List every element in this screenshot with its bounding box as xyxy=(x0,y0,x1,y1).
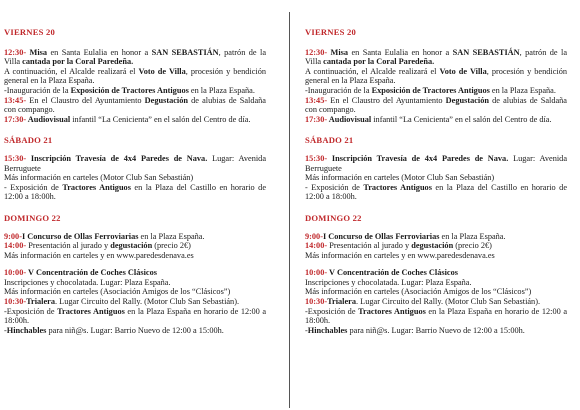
event-spacer xyxy=(305,260,567,268)
event-text: de alubias de Saldaña con compango. xyxy=(305,95,567,115)
event-text: En el Claustro del Ayuntamiento xyxy=(327,95,446,105)
event-text: . Lugar Circuito del Rally. (Motor Club San Sebastián). xyxy=(55,297,240,307)
event-text: Más información en carteles (Motor Club San Sebastián) xyxy=(305,173,495,183)
event-line xyxy=(4,326,266,336)
event-highlight: Audiovisual xyxy=(327,114,372,124)
event-text: en la Plaza España en horario de 12:00 a 18:00h. xyxy=(305,306,568,326)
event-line xyxy=(4,251,266,261)
event-line xyxy=(4,96,266,115)
event-text: para niñ@s. Lugar: Barrio Nuevo de 12:00 a 15:00h. xyxy=(347,325,525,335)
event-time: 12:30- xyxy=(305,47,328,57)
event-line xyxy=(4,173,266,183)
event-line xyxy=(305,48,567,67)
event-time: 13:45- xyxy=(305,95,328,105)
event-text: , procesión y bendición general en la Plaza España. xyxy=(4,66,266,86)
event-highlight: SAN SEBASTIÁN xyxy=(151,47,219,57)
event-spacer xyxy=(4,260,266,268)
event-line xyxy=(4,48,266,67)
event-line xyxy=(4,115,266,125)
event-highlight: I Concurso de Ollas Ferroviarias xyxy=(21,231,139,241)
event-text: -Exposición de xyxy=(4,306,58,316)
event-line xyxy=(4,297,266,307)
event-highlight: Exposición de Tractores Antiguos xyxy=(70,85,189,95)
event-highlight: Hinchables xyxy=(6,325,47,335)
event-time: 9:00- xyxy=(305,231,323,241)
event-line xyxy=(4,268,266,278)
event-line xyxy=(4,232,266,242)
event-time: 10:00- xyxy=(305,268,328,278)
day-heading: SÁBADO 21 xyxy=(4,135,53,146)
event-text: (precio 2€) xyxy=(453,241,492,251)
event-time: 12:30- xyxy=(4,47,27,57)
event-text: A continuación, el Alcalde realizará el xyxy=(4,66,139,76)
event-text: en la Plaza España. xyxy=(439,231,506,241)
event-highlight: degustación xyxy=(411,241,454,251)
event-text: - xyxy=(305,325,308,335)
event-text: En el Claustro del Ayuntamiento xyxy=(26,95,145,105)
event-text: para niñ@s. Lugar: Barrio Nuevo de 12:00 a 15:00h. xyxy=(46,325,224,335)
event-highlight: Tractores Antiguos xyxy=(57,306,125,316)
event-highlight: Voto de Villa xyxy=(439,66,487,76)
event-line xyxy=(305,326,567,336)
event-text: , patrón de la Villa xyxy=(305,47,568,67)
event-text: en la Plaza del Castillo en horario de 12:00 a 18:00h. xyxy=(305,182,568,202)
event-time: 10:30- xyxy=(4,297,27,307)
event-line xyxy=(305,154,567,173)
event-text: Presentación al jurado y xyxy=(327,241,412,251)
event-text: Más información en carteles (Asociación Amigos de los “Clásicos”) xyxy=(4,287,231,297)
event-highlight: Misa xyxy=(327,47,349,57)
event-text: . Lugar Circuito del Rally. (Motor Club San Sebastián). xyxy=(356,297,541,307)
event-highlight: I Concurso de Ollas Ferroviarias xyxy=(322,231,440,241)
event-line xyxy=(305,307,567,326)
event-time: 17:30- xyxy=(305,114,328,124)
event-time: 10:30- xyxy=(305,297,328,307)
event-text: en Santa Eulalia en honor a xyxy=(348,47,453,57)
event-line xyxy=(4,278,266,288)
day-heading: SÁBADO 21 xyxy=(305,135,354,146)
event-line xyxy=(305,268,567,278)
event-line xyxy=(4,183,266,202)
event-text: Inscripciones y chocolatada. Lugar: Plaza España. xyxy=(305,277,472,287)
event-text: en la Plaza España en horario de 12:00 a 18:00h. xyxy=(4,306,267,326)
event-time: 15:30- xyxy=(305,153,328,163)
event-highlight: cantada por la Coral Paredeña. xyxy=(22,57,134,67)
event-text: (precio 2€) xyxy=(152,241,191,251)
event-text: Más información en carteles (Motor Club San Sebastián) xyxy=(4,173,194,183)
event-highlight: Trialera xyxy=(327,297,356,307)
day-heading: VIERNES 20 xyxy=(4,27,55,37)
event-line xyxy=(4,67,266,86)
event-highlight: degustación xyxy=(110,241,153,251)
event-line xyxy=(305,251,567,261)
event-text: Lugar: Avenida Berruguete xyxy=(4,153,266,173)
event-highlight: V Concentración de Coches Clásicos xyxy=(26,268,157,278)
event-highlight: Tractores Antiguos xyxy=(363,182,432,192)
event-highlight: Tractores Antiguos xyxy=(358,306,426,316)
event-text: , procesión y bendición general en la Plaza España. xyxy=(305,66,567,86)
event-highlight: Exposición de Tractores Antiguos xyxy=(371,85,490,95)
event-text: Presentación al jurado y xyxy=(26,241,111,251)
event-highlight: Inscripción Travesía de 4x4 Paredes de Nava. xyxy=(26,153,208,163)
event-highlight: Degustación xyxy=(144,95,188,105)
event-line xyxy=(4,241,266,251)
event-text: - Exposición de xyxy=(4,182,63,192)
event-highlight: V Concentración de Coches Clásicos xyxy=(327,268,458,278)
event-text: en la Plaza España. xyxy=(138,231,205,241)
event-text: Inscripciones y chocolatada. Lugar: Plaza España. xyxy=(4,277,171,287)
event-highlight: Trialera xyxy=(26,297,55,307)
event-highlight: Hinchables xyxy=(307,325,348,335)
event-text: en Santa Eulalia en honor a xyxy=(47,47,152,57)
event-line xyxy=(305,232,567,242)
event-text: Lugar: Avenida Berruguete xyxy=(305,153,567,173)
event-line xyxy=(305,241,567,251)
event-highlight: Degustación xyxy=(445,95,489,105)
event-line xyxy=(305,115,567,125)
event-highlight: Tractores Antiguos xyxy=(62,182,131,192)
event-line xyxy=(305,173,567,183)
event-highlight: Misa xyxy=(26,47,48,57)
event-line xyxy=(4,86,266,96)
event-line xyxy=(305,183,567,202)
event-highlight: Audiovisual xyxy=(26,114,71,124)
event-text: -Inauguración de la xyxy=(305,85,372,95)
event-text: infantil “La Cenicienta” en el salón del Centro de día. xyxy=(371,114,552,124)
event-line xyxy=(4,307,266,326)
event-text: Más información en carteles (Asociación Amigos de los “Clásicos”) xyxy=(305,287,532,297)
event-line xyxy=(305,297,567,307)
event-text: de alubias de Saldaña con compango. xyxy=(4,95,266,115)
day-heading: VIERNES 20 xyxy=(305,27,356,37)
event-text: - Exposición de xyxy=(305,182,364,192)
event-time: 14:00- xyxy=(4,241,27,251)
program-column-left xyxy=(4,14,266,335)
event-text: Más información en carteles y en www.paredesdenava.es xyxy=(4,250,194,260)
program-column-right xyxy=(305,14,567,335)
event-line xyxy=(4,287,266,297)
event-line xyxy=(305,287,567,297)
event-time: 13:45- xyxy=(4,95,27,105)
event-line xyxy=(305,96,567,115)
event-text: , patrón de la Villa xyxy=(4,47,267,67)
event-time: 15:30- xyxy=(4,153,27,163)
event-text: Más información en carteles y en www.paredesdenava.es xyxy=(305,250,495,260)
event-text: -Exposición de xyxy=(305,306,359,316)
event-time: 14:00- xyxy=(305,241,328,251)
event-line xyxy=(305,278,567,288)
event-time: 9:00- xyxy=(4,231,22,241)
event-time: 10:00- xyxy=(4,268,27,278)
event-line xyxy=(305,67,567,86)
event-line xyxy=(4,154,266,173)
event-text: en la Plaza España. xyxy=(489,85,556,95)
event-text: en la Plaza del Castillo en horario de 12:00 a 18:00h. xyxy=(4,182,267,202)
event-text: - xyxy=(4,325,7,335)
event-line xyxy=(305,86,567,96)
event-text: A continuación, el Alcalde realizará el xyxy=(305,66,440,76)
event-time: 17:30- xyxy=(4,114,27,124)
day-heading: DOMINGO 22 xyxy=(305,212,362,223)
event-highlight: Voto de Villa xyxy=(138,66,186,76)
event-highlight: SAN SEBASTIÁN xyxy=(452,47,520,57)
day-heading: DOMINGO 22 xyxy=(4,212,61,223)
event-text: -Inauguración de la xyxy=(4,85,71,95)
event-text: infantil “La Cenicienta” en el salón del Centro de día. xyxy=(70,114,251,124)
event-highlight: Inscripción Travesía de 4x4 Paredes de Nava. xyxy=(327,153,509,163)
event-text: en la Plaza España. xyxy=(188,85,255,95)
column-divider xyxy=(289,12,290,408)
event-highlight: cantada por la Coral Paredeña. xyxy=(323,57,435,67)
